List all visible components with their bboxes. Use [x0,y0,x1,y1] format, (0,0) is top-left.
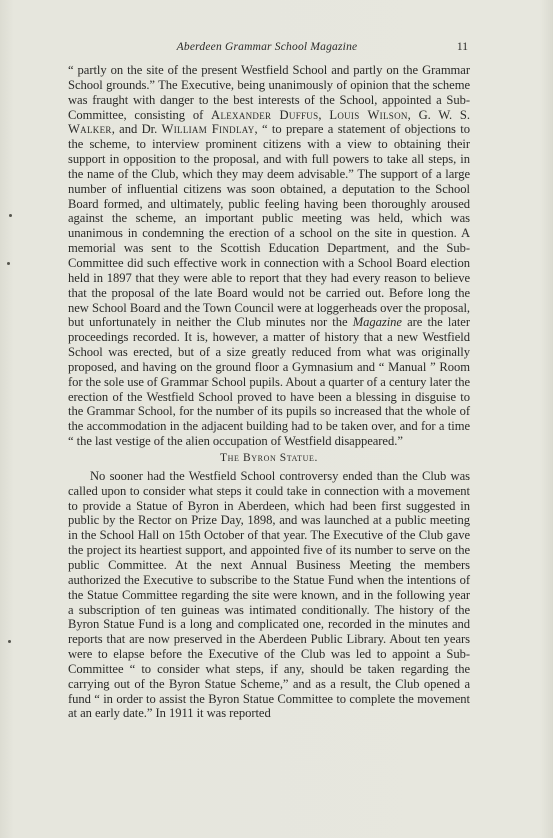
paragraph-text: “ partly on the site of the present Westfield School and partly on the Grammar School grounds.” The Executive, being unanimously of opinion that the scheme was fraught with danger to the best interests of the School, appointed a Sub-Committee, consisting of [68,63,470,122]
committee-member-name: Walker [68,122,112,137]
paragraph-text: are the later proceedings recorded. It is, however, a matter of history that a new Westfield School was erected, but of a size greatly reduced from what was originally proposed, and having on the ground floor a Gymnasium and “ Manual ” Room for the sole use of Grammar School pupils. About a quarter of a century later the erection of the Westfield School proved to have been a blessing in disguise to the Grammar School, for the number of its pupils so increased that the whole of the accommodation in the adjacent building had to be taken over, and for a time “ the last vestige of the alien occupation of Westfield disappeared.” [68,315,470,449]
body-text [68,63,470,721]
committee-member-name: Alexander Duffus [211,107,319,122]
separator: , G. W. S. [407,107,470,122]
paragraph-byron-statue: No sooner had the Westfield School controversy ended than the Club was called upon to consider what steps it could take in connection with a movement to provide a Statue of Byron in Aberdeen, which had been first suggested in public by the Rector on Prize Day, 1898, and was launched at a public meeting in the School Hall on 15th October of that year. The Executive of the Club gave the project its heartiest support, and appointed five of its number to serve on the public Committee. At the next Annual Business Meeting the members authorized the Executive to subscribe to the Statue Fund when the intentions of the Statue Committee regarding the site were known, and in the following year a subscription of ten guineas was intimated conditionally. The history of the Byron Statue Fund is a long and complicated one, recorded in the minutes and reports that are now preserved in the Aberdeen Public Library. About ten years were to elapse before the Executive of the Club was led to appoint a Sub-Committee “ to consider what steps, if any, should be taken regarding the carrying out of the Byron Statue Scheme,” and as a result, the Club opened a fund “ in order to assist the Byron Statue Committee to complete the movement at an early date.” In 1911 it was reported [68,468,470,721]
separator: , and Dr. [111,122,162,137]
margin-speck [9,214,12,217]
separator: , [318,107,330,122]
committee-member-name: William Findlay [161,122,255,137]
page-number: 11 [456,41,468,53]
committee-member-name: Louis Wilson [329,107,408,122]
magazine-title-italic: Magazine [352,315,402,330]
paragraph-westfield [68,63,470,449]
margin-speck [8,640,11,643]
margin-speck [7,262,10,265]
section-heading: The Byron Statue. [220,451,318,464]
running-head-title: Aberdeen Grammar School Magazine [176,41,358,53]
paragraph-text: , “ to prepare a statement of objections to the scheme, to interview prominent citizens with a view to obtaining their support in opposition to the proposal, and with full powers to take all steps, in the name of the Club, which they may deem advisable.” The support of a large number of influential citizens was soon obtained, a deputation to the School Board formed, and ultimately, public feeling having been thoroughly aroused against the scheme, an important public meeting was held, which was unanimous in condemning the erection of a school on the site in question. A memorial was sent to the Scottish Education Department, and the Sub-Committee did such effective work in connection with a School Board election held in 1897 that they were able to report that they had every reason to believe that the proposal of the late Board would not be carried out. Before long the new School Board and the Town Council were at loggerheads over the proposal, but unfortunately in neither the Club minutes nor the [68,122,470,330]
